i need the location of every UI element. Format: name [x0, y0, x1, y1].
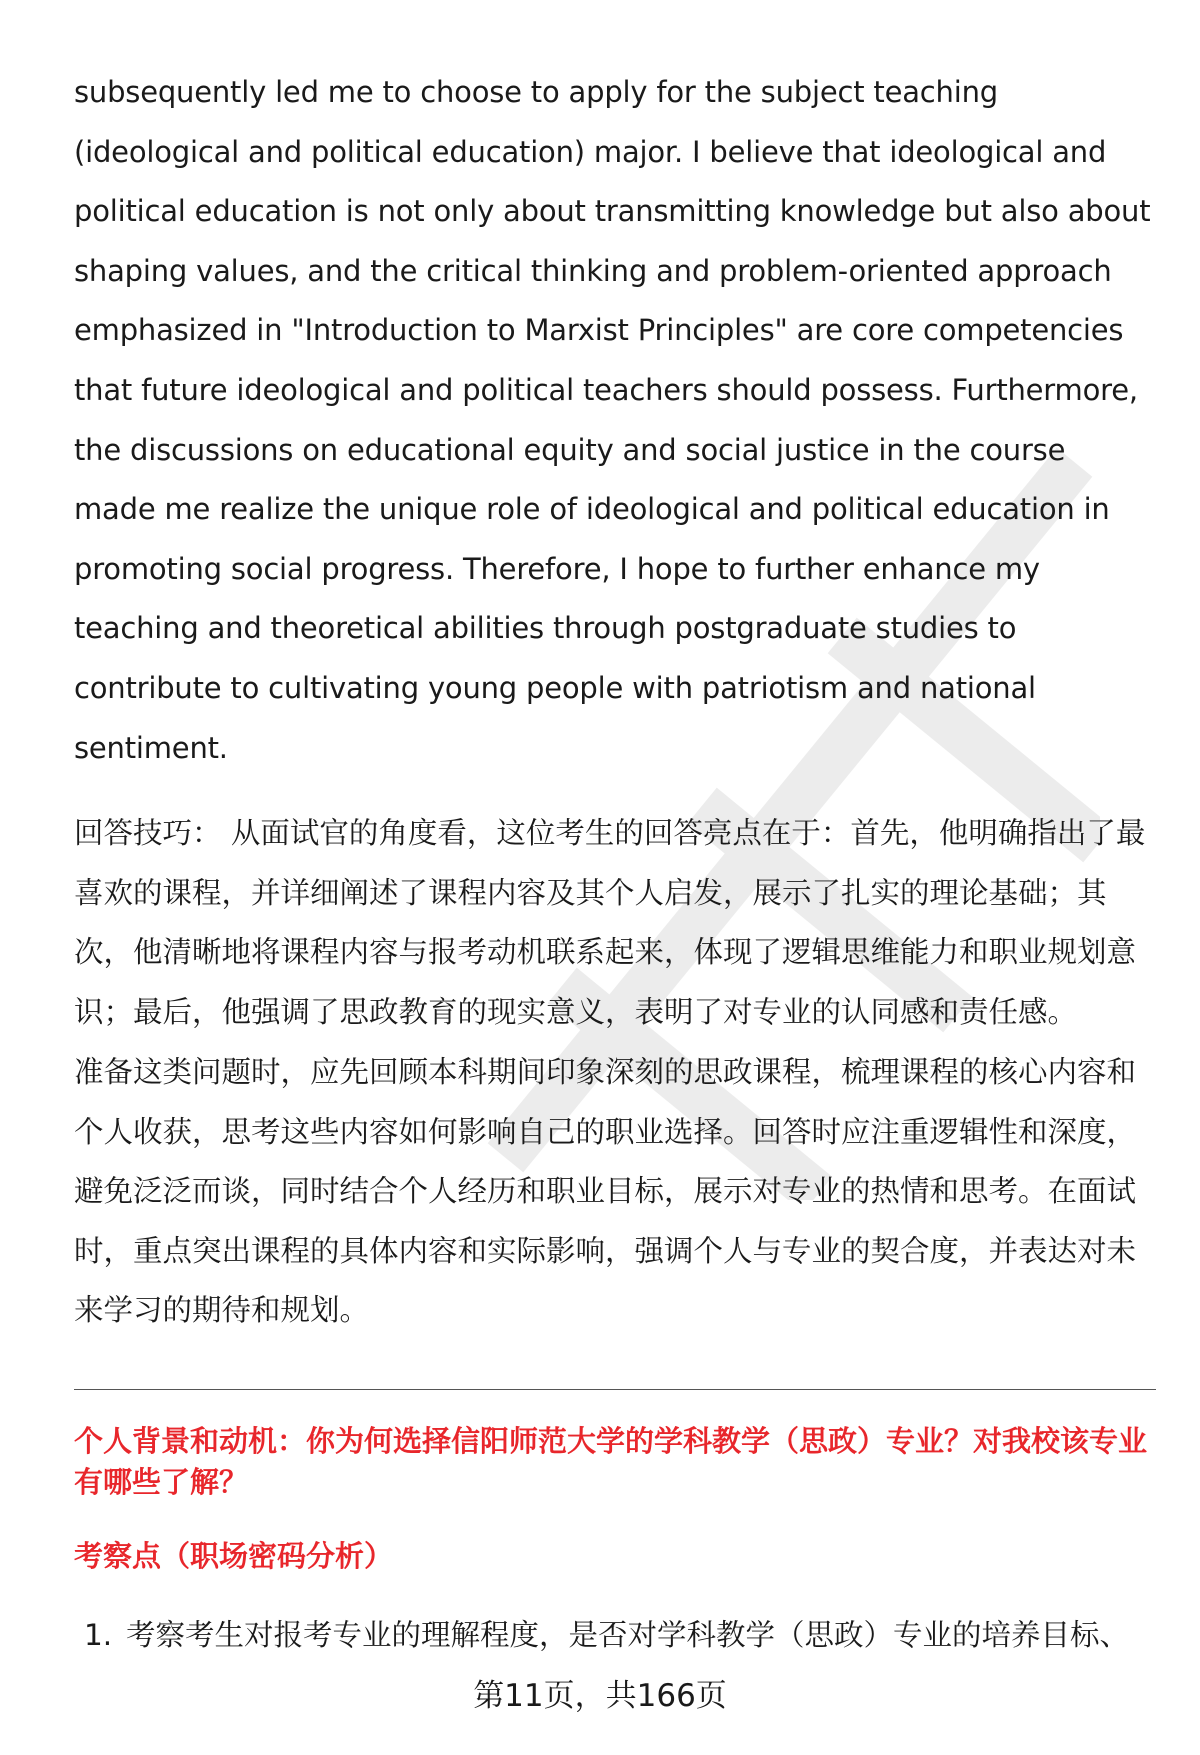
list-item-number: 1.	[84, 1618, 113, 1652]
answer-tips-label: 回答技巧：	[74, 816, 222, 850]
list-item	[84, 1615, 1164, 1655]
section-divider	[74, 1389, 1156, 1390]
english-answer-paragraph: subsequently led me to choose to apply for the subject teaching (ideological and political education) major. I believe that ideological and political education is not only about transmitting knowledge but also about shaping values, and the critical thinking and problem-oriented approach emphasized in "Introduction to Marxist Principles" are core competencies that future ideological and political teachers should possess. Furthermore, the discussions on educational equity and social justice in the course made me realize the unique role of ideological and political education in promoting social progress. Therefore, I hope to further enhance my teaching and theoretical abilities through postgraduate studies to contribute to cultivating young people with patriotism and national sentiment.	[74, 75, 1151, 765]
answer-tips-text: 从面试官的角度看，这位考生的回答亮点在于：首先，他明确指出了最喜欢的课程，并详细阐述了课程内容及其个人启发，展示了扎实的理论基础；其次，他清晰地将课程内容与报考动机联系起来，体现了逻辑思维能力和职业规划意识；最后，他强调了思政教育的现实意义，表明了对专业的认同感和责任感。	[74, 816, 1146, 1029]
preparation-advice-paragraph: 准备这类问题时，应先回顾本科期间印象深刻的思政课程，梳理课程的核心内容和个人收获，思考这些内容如何影响自己的职业选择。回答时应注重逻辑性和深度，避免泛泛而谈，同时结合个人经历和职业目标，展示对专业的热情和思考。在面试时，重点突出课程的具体内容和实际影响，强调个人与专业的契合度，并表达对未来学习的期待和规划。	[74, 1055, 1137, 1328]
answer-tips-paragraph	[74, 804, 1159, 1042]
interview-question-heading: 个人背景和动机：你为何选择信阳师范大学的学科教学（思政）专业？对我校该专业有哪些了解？	[74, 1424, 1148, 1499]
list-item-text: 考察考生对报考专业的理解程度，是否对学科教学（思政）专业的培养目标、	[126, 1618, 1130, 1652]
page-number-footer: 第11页，共166页	[473, 1678, 727, 1714]
assessment-points-heading: 考察点（职场密码分析）	[74, 1539, 394, 1573]
